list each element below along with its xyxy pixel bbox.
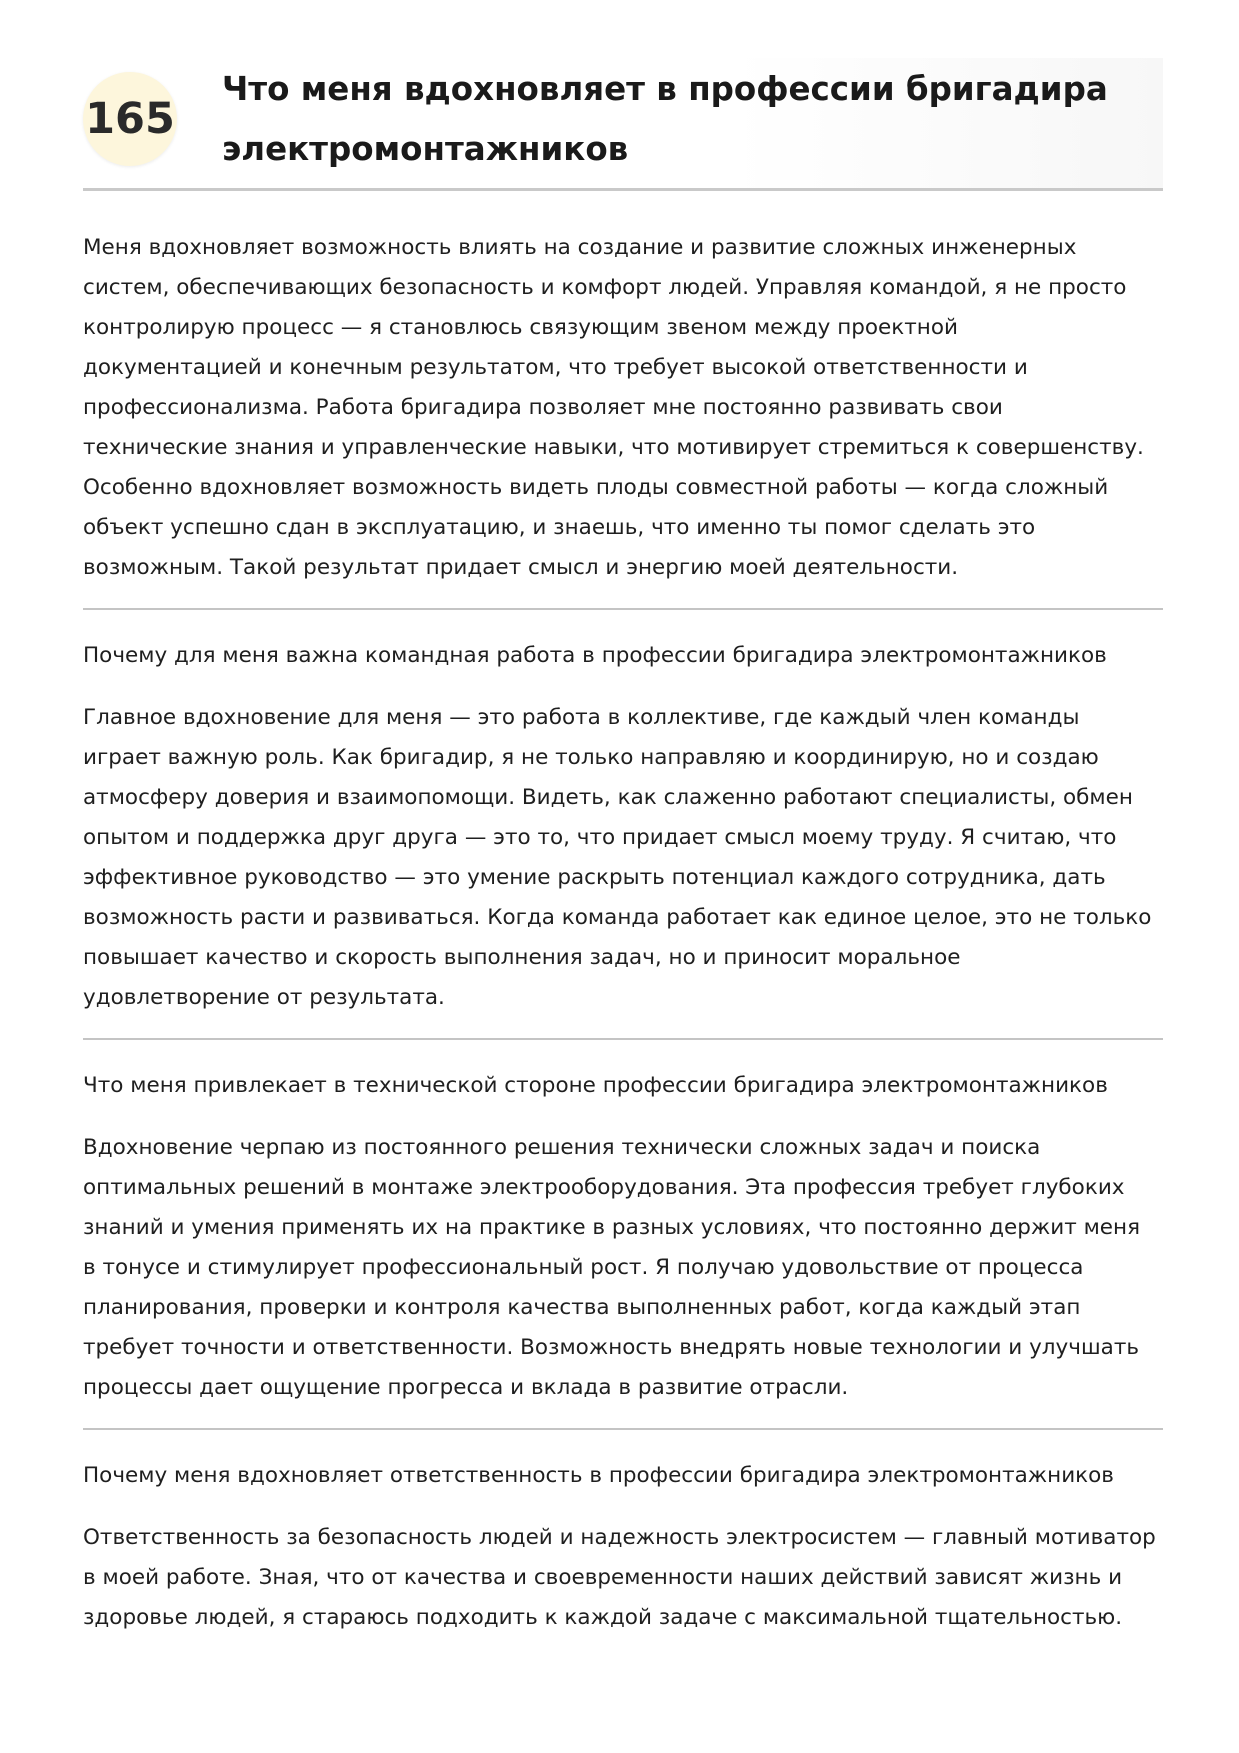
paragraph-line: процессы дает ощущение прогресса и вклада в развитие отрасли. bbox=[83, 1375, 849, 1400]
section-technical bbox=[83, 1040, 1163, 1430]
section-responsibility-paragraph bbox=[83, 1518, 1163, 1638]
section-teamwork bbox=[83, 610, 1163, 1040]
document-header bbox=[83, 58, 1163, 191]
paragraph-line: опытом и поддержка друг друга — это то, что придает смысл моему труду. Я считаю, что bbox=[83, 825, 1117, 850]
paragraph-line: объект успешно сдан в эксплуатацию, и знаешь, что именно ты помог сделать это bbox=[83, 515, 1036, 540]
paragraph-line: планирования, проверки и контроля качества выполненных работ, когда каждый этап bbox=[83, 1295, 1081, 1320]
paragraph-line: Особенно вдохновляет возможность видеть плоды совместной работы — когда сложный bbox=[83, 475, 1109, 500]
paragraph-line: Главное вдохновение для меня — это работа в коллективе, где каждый член команды bbox=[83, 705, 1080, 730]
section-intro-paragraph bbox=[83, 228, 1163, 588]
paragraph-line: атмосферу доверия и взаимопомощи. Видеть, как слаженно работают специалисты, обмен bbox=[83, 785, 1133, 810]
paragraph-line: Ответственность за безопасность людей и надежность электросистем — главный мотиватор bbox=[83, 1525, 1156, 1550]
paragraph-line: требует точности и ответственности. Возможность внедрять новые технологии и улучшать bbox=[83, 1335, 1140, 1360]
paragraph-line: знаний и умения применять их на практике в разных условиях, что постоянно держит меня bbox=[83, 1215, 1141, 1240]
section-teamwork-heading: Почему для меня важна командная работа в профессии бригадира электромонтажников bbox=[83, 643, 1107, 668]
paragraph-line: в моей работе. Зная, что от качества и своевременности наших действий зависят жизнь и bbox=[83, 1565, 1123, 1590]
paragraph-line: удовлетворение от результата. bbox=[83, 985, 445, 1010]
paragraph-line: играет важную роль. Как бригадир, я не только направляю и координирую, но и создаю bbox=[83, 745, 1099, 770]
paragraph-line: документацией и конечным результатом, что требует высокой ответственности и bbox=[83, 355, 1028, 380]
section-technical-paragraph bbox=[83, 1128, 1163, 1408]
paragraph-line: оптимальных решений в монтаже электрооборудования. Эта профессия требует глубоких bbox=[83, 1175, 1125, 1200]
section-technical-heading: Что меня привлекает в технической стороне профессии бригадира электромонтажников bbox=[83, 1073, 1108, 1098]
document-page bbox=[83, 58, 1163, 1638]
title-line-2: электромонтажников bbox=[222, 130, 629, 168]
paragraph-line: технические знания и управленческие навыки, что мотивирует стремиться к совершенству. bbox=[83, 435, 1144, 460]
paragraph-line: Меня вдохновляет возможность влиять на создание и развитие сложных инженерных bbox=[83, 235, 1077, 260]
section-responsibility-heading: Почему меня вдохновляет ответственность в профессии бригадира электромонтажников bbox=[83, 1463, 1114, 1488]
section-intro bbox=[83, 191, 1163, 610]
paragraph-line: в тонусе и стимулирует профессиональный рост. Я получаю удовольствие от процесса bbox=[83, 1255, 1084, 1280]
paragraph-line: систем, обеспечивающих безопасность и комфорт людей. Управляя командой, я не просто bbox=[83, 275, 1127, 300]
paragraph-line: Вдохновение черпаю из постоянного решения технически сложных задач и поиска bbox=[83, 1135, 1041, 1160]
paragraph-line: эффективное руководство — это умение раскрыть потенциал каждого сотрудника, дать bbox=[83, 865, 1106, 890]
paragraph-line: возможным. Такой результат придает смысл и энергию моей деятельности. bbox=[83, 555, 959, 580]
paragraph-line: повышает качество и скорость выполнения задач, но и приносит моральное bbox=[83, 945, 961, 970]
paragraph-line: профессионализма. Работа бригадира позволяет мне постоянно развивать свои bbox=[83, 395, 1003, 420]
section-teamwork-paragraph bbox=[83, 698, 1163, 1018]
number-badge: 165 bbox=[83, 72, 177, 166]
title-line-1: Что меня вдохновляет в профессии бригадира bbox=[222, 70, 1108, 108]
paragraph-line: контролирую процесс — я становлюсь связующим звеном между проектной bbox=[83, 315, 958, 340]
page-title bbox=[222, 59, 1152, 179]
section-responsibility bbox=[83, 1430, 1163, 1638]
paragraph-line: здоровье людей, я стараюсь подходить к каждой задаче с максимальной тщательностью. bbox=[83, 1605, 1123, 1630]
paragraph-line: возможность расти и развиваться. Когда команда работает как единое целое, это не только bbox=[83, 905, 1152, 930]
